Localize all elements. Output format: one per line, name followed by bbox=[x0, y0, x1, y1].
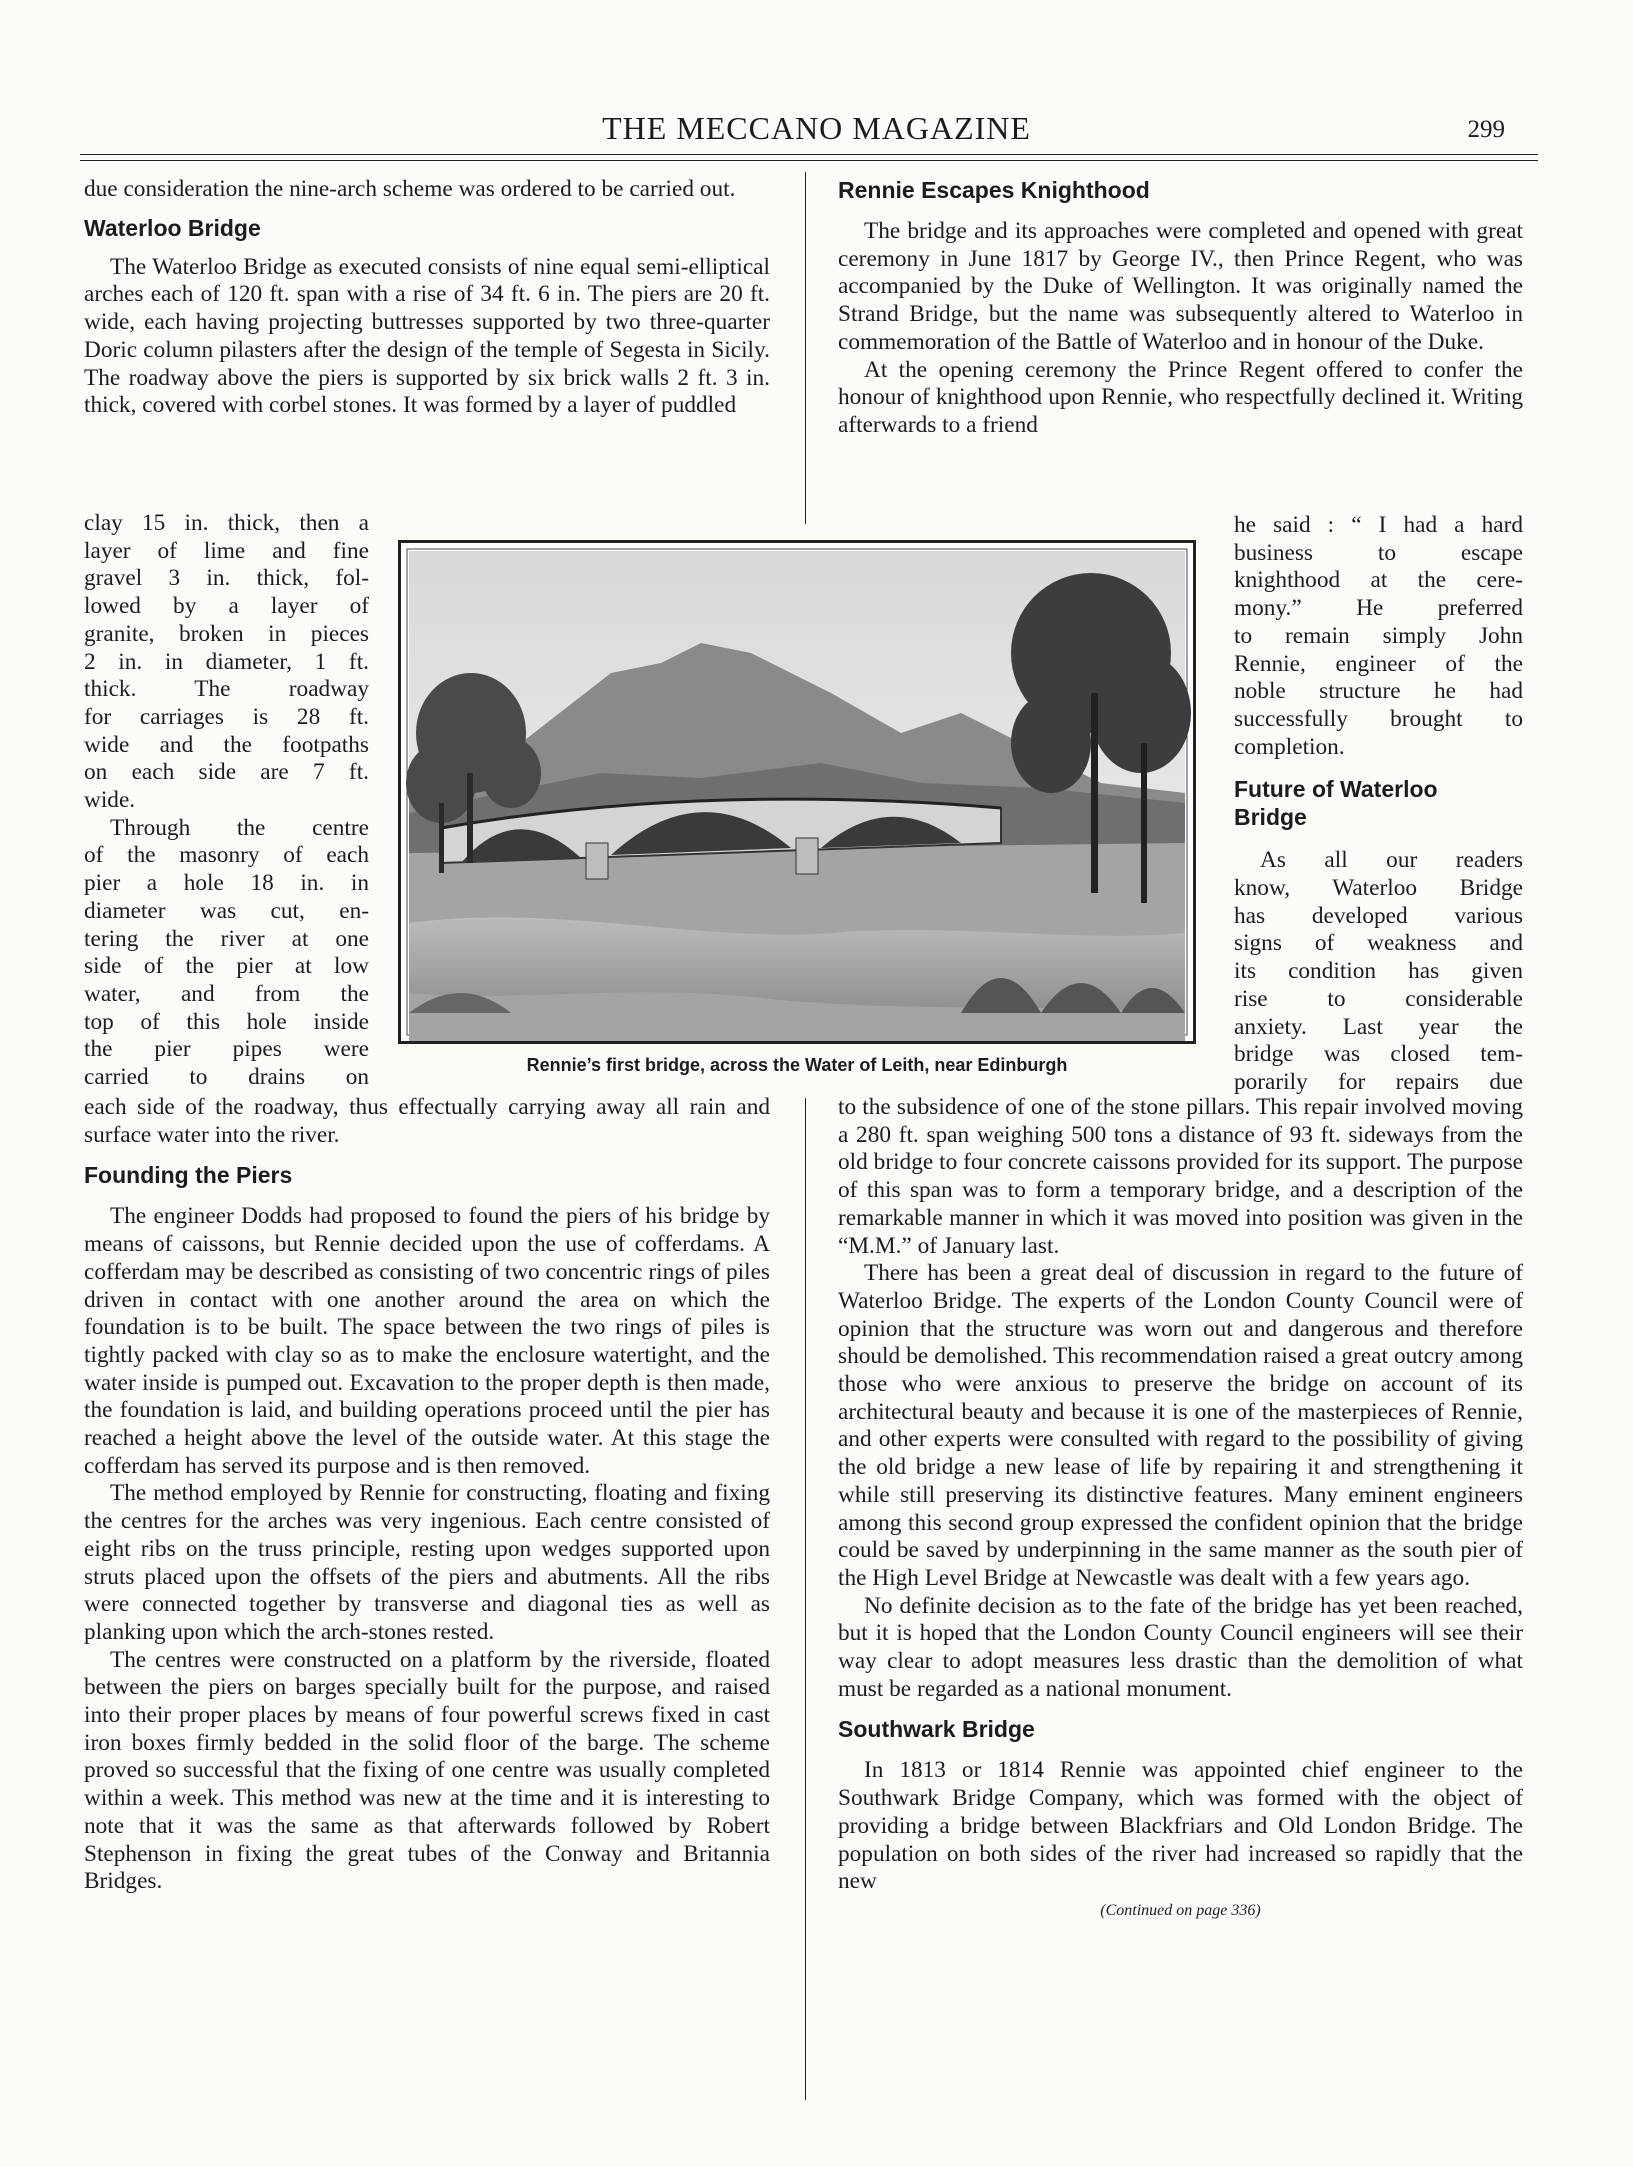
narrow-line: porarily for repairs due bbox=[1234, 1068, 1523, 1095]
header-rule-bottom bbox=[80, 160, 1538, 161]
bridge-drawing bbox=[401, 543, 1193, 1041]
narrow-line: clay 15 in. thick, then a bbox=[84, 510, 369, 536]
heading-rennie-knighthood: Rennie Escapes Knighthood bbox=[838, 177, 1150, 203]
narrow-line: on each side are 7 ft. bbox=[84, 759, 369, 786]
paragraph-cofferdams: The engineer Dodds had proposed to found the piers of his bridge by means of caissons, but Rennie decided upon the use of cofferdams. A cofferdam may be described as consisting of two concentric rings of piles driven in contact with one another around the area on which the foundation is to be built. The space between the two rings of piles is tightly packed with clay so as to make the enclosure watertight, and the water inside is pumped out. Excavation to the proper depth is then made, the foundation is laid, and building operations proceed until the pier has reached a height above the level of the outside water. At this stage the cofferdam has served its purpose and is then removed. bbox=[84, 1203, 770, 1479]
narrow-line: he said : “ I had a hard bbox=[1234, 512, 1523, 538]
paragraph-centres-platform: The centres were constructed on a platform by the riverside, floated between the piers on barges specially built for the purpose, and raised into their proper places by means of four powerful screws fixed in cast iron boxes firmly bedded in the solid floor of the barge. The scheme proved so successful that the fixing of one centre was usually completed within a week. This method was new at the time and it is interesting to note that it was the same as that afterwards followed by Robert Stephenson in fixing the great tubes of the Conway and Britannia Bridges. bbox=[84, 1646, 770, 1895]
narrow-line: top of this hole inside bbox=[84, 1008, 369, 1035]
narrow-line: the pier pipes were bbox=[84, 1036, 369, 1063]
narrow-line: wide. bbox=[84, 787, 136, 814]
narrow-line: mony.” He preferred bbox=[1234, 595, 1523, 622]
narrow-line: lowed by a layer of bbox=[84, 593, 369, 620]
narrow-line: side of the pier at low bbox=[84, 953, 369, 980]
page-number: 299 bbox=[1467, 116, 1505, 143]
column-divider-bottom bbox=[805, 1098, 806, 2100]
paragraph-waterloo-bridge: The Waterloo Bridge as executed consists of nine equal semi-elliptical arches each of 120 ft. span with a rise of 34 ft. 6 in. The piers are 20 ft. wide, each having projecting buttresses supported by two three-quarter Doric column pilasters after the design of the temple of Segesta in Sicily. The roadway above the piers is supported by six brick walls 2 ft. 3 in. thick, covered with corbel stones. It was formed by a layer of puddled bbox=[84, 253, 770, 419]
narrow-line: rise to considerable bbox=[1234, 985, 1523, 1012]
narrow-line: successfully brought to bbox=[1234, 705, 1523, 732]
narrow-line: As all our readers bbox=[1260, 847, 1523, 874]
paragraph-no-decision: No definite decision as to the fate of the bridge has yet been reached, but it is hoped that the London County Council engineers will see their way clear to adopt measures less drastic than the demolition of what must be regarded as a national monument. bbox=[838, 1592, 1523, 1702]
heading-founding-piers: Founding the Piers bbox=[84, 1162, 293, 1189]
paragraph-southwark: In 1813 or 1814 Rennie was appointed chief engineer to the Southwark Bridge Company, which was formed with the object of providing a bridge between Blackfriars and Old London Bridge. The population on both sides of the river had increased so rapidly that the new bbox=[838, 1757, 1523, 1895]
narrow-line: granite, broken in pieces bbox=[84, 620, 369, 647]
left-column-narrow bbox=[84, 510, 369, 1092]
heading-waterloo-bridge: Waterloo Bridge bbox=[84, 214, 261, 241]
narrow-line: pier a hole 18 in. in bbox=[84, 870, 369, 897]
paragraph-roadway-drains: each side of the roadway, thus effectually carrying away all rain and surface water into the river. bbox=[84, 1094, 770, 1148]
paragraph-subsidence: to the subsidence of one of the stone pillars. This repair involved moving a 280 ft. span weighing 500 tons a distance of 93 ft. sideways from the old bridge to four concrete caissons provided for its support. The purpose of this span was to form a temporary bridge, and a description of the remarkable manner in which it was moved into position was given in the “M.M.” of January last. bbox=[838, 1094, 1523, 1259]
paragraph-discussion: There has been a great deal of discussion in regard to the future of Waterloo Bridge. The experts of the London County Council were of opinion that the structure was worn out and dangerous and therefore should be demolished. This recommendation raised a great outcry among those who were anxious to preserve the bridge on account of its architectural beauty and because it is one of the masterpieces of Rennie, and other experts were consulted with regard to the possibility of giving the old bridge a new lease of life by repairing it and strengthening it while still preserving its distinctive features. Many eminent engineers among this second group expressed the confident opinion that the bridge could be saved by underpinning in the same manner as the south pier of the High Level Bridge at Newcastle was dealt with a few years ago. bbox=[838, 1260, 1523, 1591]
heading-southwark-bridge: Southwark Bridge bbox=[838, 1716, 1035, 1743]
paragraph-bridge-opened: The bridge and its approaches were completed and opened with great ceremony in June 1817 by George IV., then Prince Regent, who was accompanied by the Duke of Wellington. It was originally named the Strand Bridge, but the name was subsequently altered to Waterloo in commemoration of the Battle of Waterloo and in honour of the Duke. bbox=[838, 218, 1523, 355]
narrow-line: bridge was closed tem- bbox=[1234, 1041, 1523, 1068]
narrow-line: signs of weakness and bbox=[1234, 930, 1523, 957]
narrow-line: water, and from the bbox=[84, 980, 369, 1007]
narrow-line: noble structure he had bbox=[1234, 678, 1523, 705]
right-column-narrow bbox=[1234, 512, 1523, 1097]
narrow-line: Rennie, engineer of the bbox=[1234, 650, 1523, 677]
figure-caption: Rennie’s first bridge, across the Water of Leith, near Edinburgh bbox=[526, 1055, 1068, 1075]
narrow-line: Through the centre bbox=[110, 814, 369, 841]
narrow-line: completion. bbox=[1234, 733, 1345, 760]
paragraph-centres-method: The method employed by Rennie for constructing, floating and fixing the centres for the arches was very ingenious. Each centre consisted of eight ribs on the truss principle, resting upon wedges supported upon struts placed upon the offsets of the piers and abutments. All the ribs were connected together by transverse and diagonal ties as well as planking upon which the arch-stones rested. bbox=[84, 1480, 770, 1645]
narrow-line: for carriages is 28 ft. bbox=[84, 703, 369, 730]
narrow-line: tering the river at one bbox=[84, 925, 369, 952]
narrow-line: gravel 3 in. thick, fol- bbox=[84, 565, 369, 592]
narrow-line: diameter was cut, en- bbox=[84, 897, 369, 924]
narrow-line: carried to drains on bbox=[84, 1064, 369, 1091]
narrow-line: business to escape bbox=[1234, 539, 1523, 566]
narrow-line: 2 in. in diameter, 1 ft. bbox=[84, 648, 369, 675]
narrow-line: anxiety. Last year the bbox=[1234, 1013, 1523, 1040]
header-rule-top bbox=[80, 154, 1538, 155]
right-column-top bbox=[838, 176, 1523, 440]
heading-future-waterloo: Future of Waterloo bbox=[1234, 776, 1438, 803]
right-column-bottom bbox=[838, 1094, 1523, 1920]
narrow-line: its condition has given bbox=[1234, 958, 1523, 985]
magazine-title: THE MECCANO MAGAZINE bbox=[602, 110, 1031, 146]
left-column-top bbox=[84, 176, 770, 420]
continued-note: (Continued on page 336) bbox=[1100, 1901, 1261, 1919]
narrow-line: has developed various bbox=[1234, 902, 1523, 929]
column-divider-top bbox=[805, 172, 806, 524]
bridge-illustration bbox=[398, 540, 1196, 1044]
heading-future-waterloo-cont: Bridge bbox=[1234, 804, 1307, 831]
narrow-line: wide and the footpaths bbox=[84, 731, 369, 758]
left-column-bottom bbox=[84, 1094, 770, 1896]
paragraph-opening-ceremony: At the opening ceremony the Prince Regent offered to confer the honour of knighthood upon Rennie, who respectfully declined it. Writing afterwards to a friend bbox=[838, 356, 1523, 438]
narrow-line: knighthood at the cere- bbox=[1234, 567, 1523, 594]
paragraph-nine-arch: due consideration the nine-arch scheme was ordered to be carried out. bbox=[84, 176, 736, 202]
narrow-line: thick. The roadway bbox=[84, 676, 369, 703]
narrow-line: to remain simply John bbox=[1234, 622, 1523, 649]
narrow-line: layer of lime and fine bbox=[84, 537, 369, 564]
narrow-line: of the masonry of each bbox=[84, 842, 369, 869]
narrow-line: know, Waterloo Bridge bbox=[1234, 875, 1523, 902]
